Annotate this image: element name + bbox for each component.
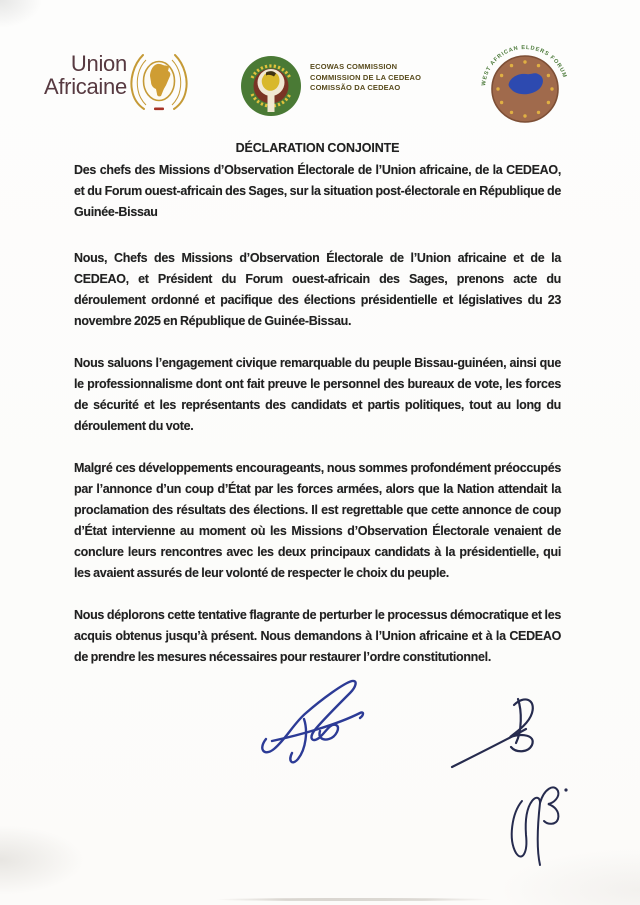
ecowas-caption bbox=[310, 62, 421, 117]
waef-emblem-icon bbox=[473, 37, 577, 129]
scan-edge-artifact bbox=[215, 898, 495, 901]
african-union-emblem-icon bbox=[130, 50, 188, 112]
african-union-wordmark bbox=[44, 52, 127, 98]
ecowas-caption-line1: ECOWAS COMMISSION bbox=[310, 62, 398, 71]
declaration-body bbox=[74, 140, 561, 668]
logo-header bbox=[0, 0, 640, 140]
paragraph-2: Nous saluons l’engagement civique remarquable du peuple Bissau-guinéen, ainsi que le professionnalisme dont ont fait preuve le personnel des bureaux de vote, les forces de sécurité et les représentants des candidats et partis politiques, tout au long du déroulement du vote. bbox=[74, 356, 561, 433]
african-union-logo bbox=[44, 50, 188, 112]
ecowas-emblem-icon bbox=[240, 55, 302, 117]
waef-logo bbox=[473, 37, 577, 134]
declaration-subtitle: Des chefs des Missions d’Observation Électorale de l’Union africaine, de la CEDEAO, et du Forum ouest-africain des Sages, sur la situation post-électorale en République de Guinée-Bissau bbox=[74, 163, 561, 219]
ecowas-caption-line2: COMMISSION DE LA CEDEAO bbox=[310, 72, 422, 82]
ecowas-logo bbox=[240, 55, 421, 117]
waef-arc-text: WEST AFRICAN ELDERS FORUM bbox=[481, 44, 568, 87]
paragraph-1: Nous, Chefs des Missions d’Observation Électorale de l’Union africaine et de la CEDEAO, et Président du Forum ouest-africain des Sages, prenons acte du déroulement ordonné et pacifique des élections présidentielle et législatives du 23 novembre 2025 en République de Guinée-Bissau. bbox=[74, 251, 561, 328]
handwritten-signature-3-icon bbox=[498, 769, 586, 873]
declaration-title: DÉCLARATION CONJOINTE bbox=[235, 141, 400, 155]
au-wordmark-line1: Union bbox=[70, 51, 127, 76]
ecowas-caption-line3: COMISSÃO DA CEDEAO bbox=[310, 83, 401, 92]
au-wordmark-line2: Africaine bbox=[44, 74, 127, 99]
paragraph-3: Malgré ces développements encourageants, nous sommes profondément préoccupés par l’annonce d’un coup d’État par les forces armées, alors que la Nation attendait la proclamation des résultats des élections. Il est regrettable que cette annonce de coup d’État intervienne au moment où les Missions d’Observation Électorale venaient de conclure leurs rencontres avec les deux principaux candidats à la présidentielle, qui les avaient assurés de leur volonté de respecter le choix du peuple. bbox=[74, 461, 561, 580]
handwritten-signature-1-icon bbox=[248, 675, 388, 775]
handwritten-signature-2-icon bbox=[446, 687, 556, 772]
signature-area bbox=[0, 675, 640, 885]
paragraph-4: Nous déplorons cette tentative flagrante de perturber le processus démocratique et les acquis obtenus jusqu’à présent. Nous demandons à l’Union africaine et à la CEDEAO de prendre les mesures nécessaires pour restaurer l’ordre constitutionnel. bbox=[74, 608, 561, 664]
